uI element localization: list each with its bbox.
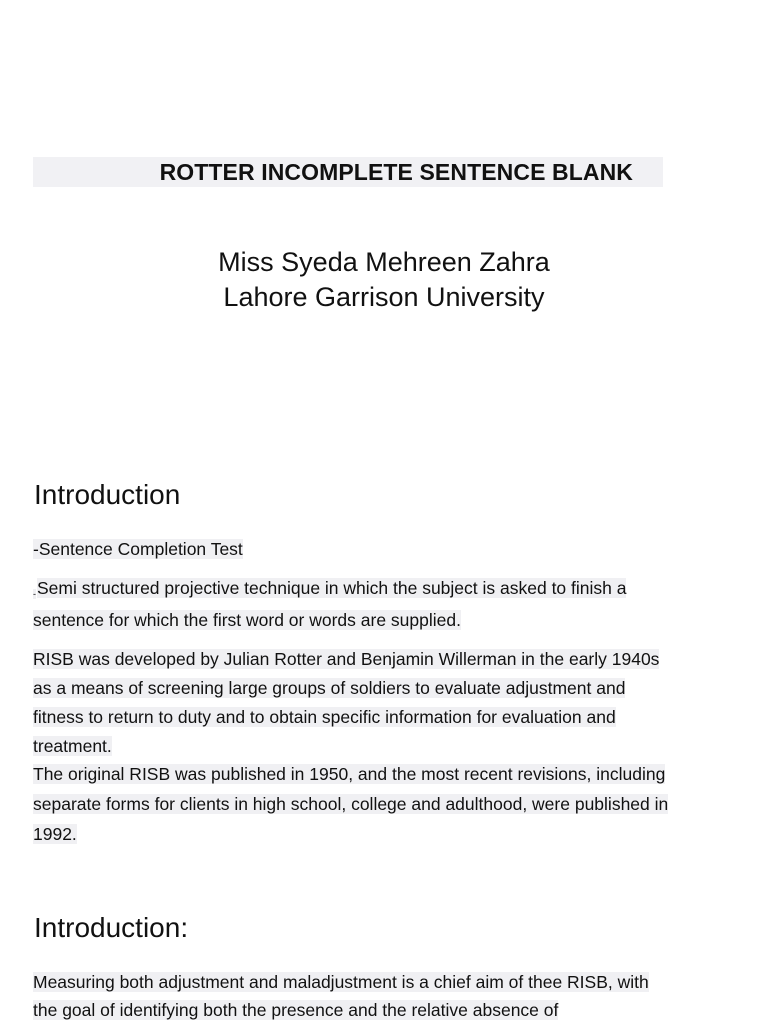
- paragraph-history-line: [33, 705, 616, 729]
- bullet-semi-structured-continued: [33, 608, 461, 632]
- author-name: Miss Syeda Mehreen Zahra: [218, 247, 550, 277]
- paragraph-text: Measuring both adjustment and maladjustment is a chief aim of thee RISB, with: [33, 972, 649, 992]
- paragraph-text: The original RISB was published in 1950, and the most recent revisions, including: [33, 764, 666, 784]
- paragraph-history-line: [33, 676, 625, 700]
- document-title: ROTTER INCOMPLETE SENTENCE BLANK: [159, 159, 633, 185]
- paragraph-history-line: [33, 647, 659, 671]
- bullet-semi-structured: [33, 576, 626, 600]
- paragraph-text: treatment.: [33, 736, 112, 756]
- paragraph-text: 1992.: [33, 824, 77, 844]
- bullet-sentence-completion-test: [33, 537, 243, 561]
- paragraph-publication-line: [33, 792, 668, 816]
- paragraph-history-line: [33, 734, 112, 758]
- paragraph-text: as a means of screening large groups of soldiers to evaluate adjustment and: [33, 678, 626, 698]
- paragraph-aim-line: [33, 970, 649, 994]
- paragraph-publication-line: [33, 762, 665, 786]
- paragraph-aim-line: [33, 998, 558, 1022]
- institution-name: Lahore Garrison University: [223, 282, 545, 312]
- paragraph-text: RISB was developed by Julian Rotter and Benjamin Willerman in the early 1940s: [33, 649, 660, 669]
- bullet-text-line-2: sentence for which the first word or words are supplied.: [33, 610, 461, 630]
- paragraph-publication-line: [33, 822, 77, 846]
- section-heading-introduction-2: Introduction:: [34, 912, 189, 943]
- paragraph-text: the goal of identifying both the presence and the relative absence of: [33, 1000, 559, 1020]
- section-heading-introduction: Introduction: [34, 479, 181, 510]
- bullet-dash: -: [33, 589, 36, 599]
- bullet-text-line-1: Semi structured projective technique in which the subject is asked to finish a: [37, 578, 627, 598]
- paragraph-text: separate forms for clients in high school, college and adulthood, were published in: [33, 794, 669, 814]
- paragraph-text: fitness to return to duty and to obtain specific information for evaluation and: [33, 707, 616, 727]
- bullet-text: -Sentence Completion Test: [33, 539, 243, 559]
